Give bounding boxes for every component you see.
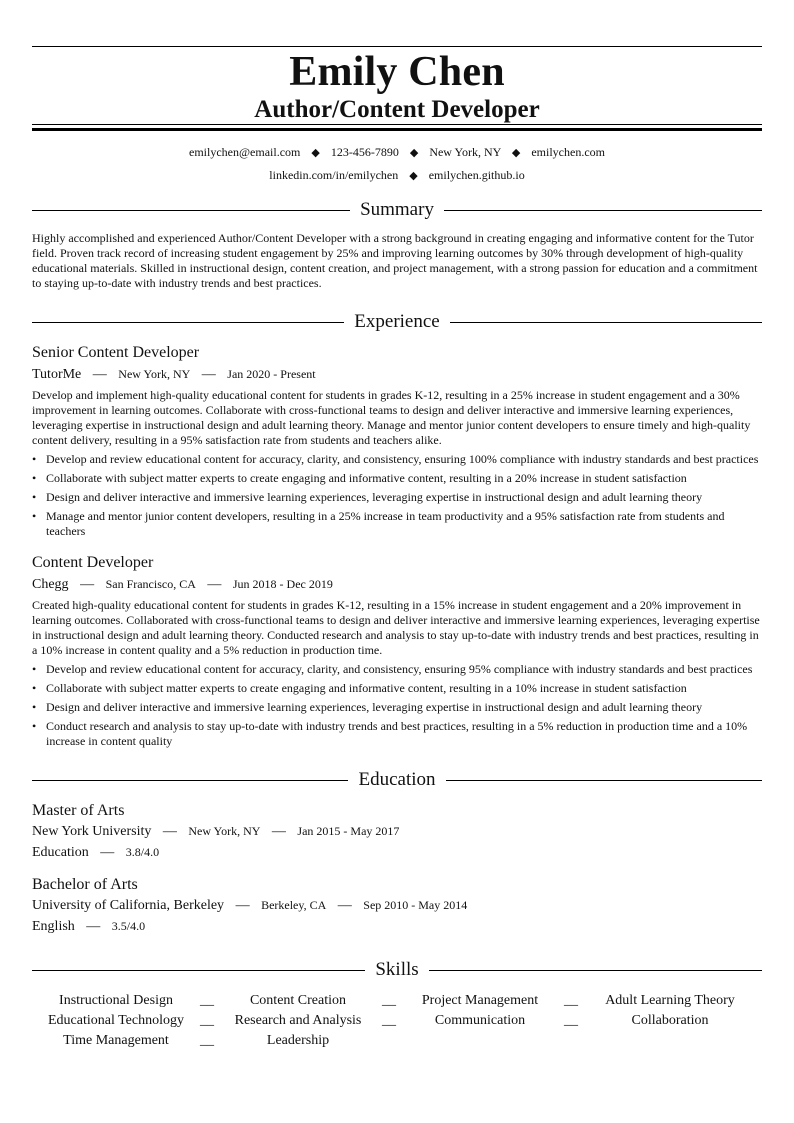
candidate-name: Emily Chen [289,49,505,95]
location-text: New York, NY [429,145,501,159]
education-entry [32,801,762,863]
job-title: Content Developer [32,554,154,571]
skill-item: Research and Analysis [234,1013,362,1028]
website-link[interactable]: emilychen.com [531,145,605,159]
job-bullets [32,452,762,539]
top-rule [32,46,762,47]
experience-heading [32,309,762,335]
diamond-icon: ◆ [409,170,418,182]
skill-item: Instructional Design [59,993,173,1008]
list-item [32,719,762,749]
company-name: TutorMe [32,367,82,382]
skill-separator: __ [564,993,578,1008]
job-location: San Francisco, CA [105,577,196,591]
school-name: New York University [32,824,152,839]
divider [32,210,350,211]
job-entry [32,343,762,539]
list-item [32,452,762,467]
dash-separator: — [271,824,286,839]
bullet-text: Design and deliver interactive and immersive learning experiences, leveraging expertise in instructional design and adult learning theory [46,490,703,504]
divider [446,780,762,781]
skill-item: Time Management [63,1033,169,1048]
bullet-icon: • [32,509,37,523]
empty-cell [578,1031,762,1051]
list-item [32,700,762,715]
dash-separator: — [92,367,107,382]
education-entry [32,875,762,937]
empty-cell [382,1031,396,1051]
school-line [32,821,762,842]
skill-item: Adult Learning Theory [605,993,735,1008]
bullet-text: Develop and review educational content for accuracy, clarity, and consistency, ensuring 95% compliance with industry standards and best practices [46,662,753,676]
bullet-text: Develop and review educational content for accuracy, clarity, and consistency, ensuring 100% compliance with industry standards and best practices [46,452,759,466]
divider [32,780,348,781]
bullet-icon: • [32,490,37,504]
job-description: Created high-quality educational content for students in grades K-12, resulting in a 15% increase in student engagement and a 20% improvement in learning outcomes. Collaborated with cross-functional teams to design and deliver interactive and immersive learning experiences, leveraging expertise in instructional design and adult learning theory. Conducted research and analysis to stay up-to-date with industry trends and best practices, resulting in a 10% increase in content quality and a 5% reduction in production time. [32,598,760,657]
dash-separator: — [235,898,250,913]
dash-separator: — [201,367,216,382]
field-of-study: Education [32,845,89,860]
list-item [32,662,762,677]
contact-line-1 [32,141,762,164]
section-title: Summary [360,199,434,220]
school-location: Berkeley, CA [261,898,327,912]
degree-name: Master of Arts [32,802,125,819]
field-of-study: English [32,919,75,934]
bullet-text: Collaborate with subject matter experts to create engaging and informative content, resulting in a 20% increase in student satisfaction [46,471,687,485]
education-heading [32,767,762,793]
divider [450,322,762,323]
school-location: New York, NY [188,824,261,838]
bullet-icon: • [32,681,37,695]
job-dates: Jan 2020 - Present [227,367,316,381]
job-title: Senior Content Developer [32,344,200,361]
contact-block [32,141,762,187]
school-dates: Jan 2015 - May 2017 [297,824,400,838]
skills-heading [32,957,762,983]
dash-separator: — [162,824,177,839]
diamond-icon: ◆ [511,147,521,159]
skill-item: Content Creation [249,993,347,1008]
skill-separator: __ [200,993,214,1008]
diamond-icon: ◆ [409,147,419,159]
divider [429,970,762,971]
bullet-text: Collaborate with subject matter experts to create engaging and informative content, resulting in a 10% increase in student satisfaction [46,681,687,695]
skill-separator: __ [382,1013,396,1028]
resume-content [32,46,762,1051]
empty-cell [564,1031,578,1051]
dash-separator: — [100,845,115,860]
bullet-text: Conduct research and analysis to stay up-to-date with industry trends and best practices, resulting in a 5% reduction in production time and a 10% increase in content quality [46,719,748,748]
linkedin-link[interactable]: linkedin.com/in/emilychen [269,168,399,182]
job-meta [32,364,762,385]
degree-name: Bachelor of Arts [32,876,138,893]
header-double-rule [32,124,762,131]
skill-separator: __ [382,993,396,1008]
bullet-icon: • [32,471,37,485]
skill-separator: __ [200,1033,214,1048]
divider [444,210,762,211]
gpa-value: 3.5/4.0 [111,919,146,933]
phone-text: 123-456-7890 [330,145,399,159]
job-entry [32,553,762,749]
job-bullets [32,662,762,749]
section-title: Skills [375,959,419,980]
job-meta [32,574,762,595]
gpa-value: 3.8/4.0 [125,845,160,859]
dash-separator: — [86,919,101,934]
contact-line-2 [32,164,762,187]
empty-cell [396,1031,564,1051]
skill-item: Educational Technology [47,1013,184,1028]
skill-item: Project Management [421,993,539,1008]
dash-separator: — [337,898,352,913]
list-item [32,471,762,486]
job-dates: Jun 2018 - Dec 2019 [232,577,333,591]
candidate-title: Author/Content Developer [254,96,540,123]
list-item [32,681,762,696]
list-item [32,490,762,505]
skill-item: Collaboration [631,1013,709,1028]
company-name: Chegg [32,577,69,592]
list-item [32,509,762,539]
section-title: Education [358,769,436,790]
summary-text: Highly accomplished and experienced Author/Content Developer with a strong background in creating engaging and informative content for the Tutor field. Proven track record of increasing student engagement by 25% and improving learning outcomes by 30% through development of high-quality educational materials. Skilled in instructional design, content creation, and project management, with a strong passion for education and a commitment to staying up-to-date with industry trends and best practices. [32,231,758,290]
summary-heading [32,197,762,223]
dash-separator: — [207,577,222,592]
skill-separator: __ [200,1013,214,1028]
skill-separator: __ [564,1013,578,1028]
school-line [32,895,762,916]
skills-grid [32,991,762,1051]
divider [32,322,344,323]
divider [32,970,365,971]
job-description: Develop and implement high-quality educational content for students in grades K-12, resulting in a 25% increase in student engagement and a 30% improvement in learning outcomes. Collaborate with cross-functional teams to design and deliver interactive and immersive learning experiences, leveraging expertise in instructional design and adult learning theory. Manage and mentor junior content developers to ensure timely and high-quality content delivery, resulting in a 95% satisfaction rate from students and teachers alike. [32,388,751,447]
dash-separator: — [80,577,95,592]
bullet-icon: • [32,719,37,733]
bullet-icon: • [32,662,37,676]
field-line [32,842,762,863]
diamond-icon: ◆ [311,147,320,159]
skill-item: Leadership [266,1033,330,1048]
field-line [32,916,762,937]
bullet-text: Manage and mentor junior content developers, resulting in a 25% increase in team productivity and a 95% satisfaction rate from students and teachers [46,509,725,538]
github-link[interactable]: emilychen.github.io [428,168,525,182]
section-title: Experience [354,311,440,332]
job-location: New York, NY [118,367,191,381]
school-dates: Sep 2010 - May 2014 [363,898,468,912]
skill-item: Communication [434,1013,526,1028]
bullet-icon: • [32,700,37,714]
bullet-text: Design and deliver interactive and immersive learning experiences, leveraging expertise in instructional design and adult learning theory [46,700,703,714]
bullet-icon: • [32,452,37,466]
email-link[interactable]: emilychen@email.com [189,145,301,159]
school-name: University of California, Berkeley [32,898,225,913]
